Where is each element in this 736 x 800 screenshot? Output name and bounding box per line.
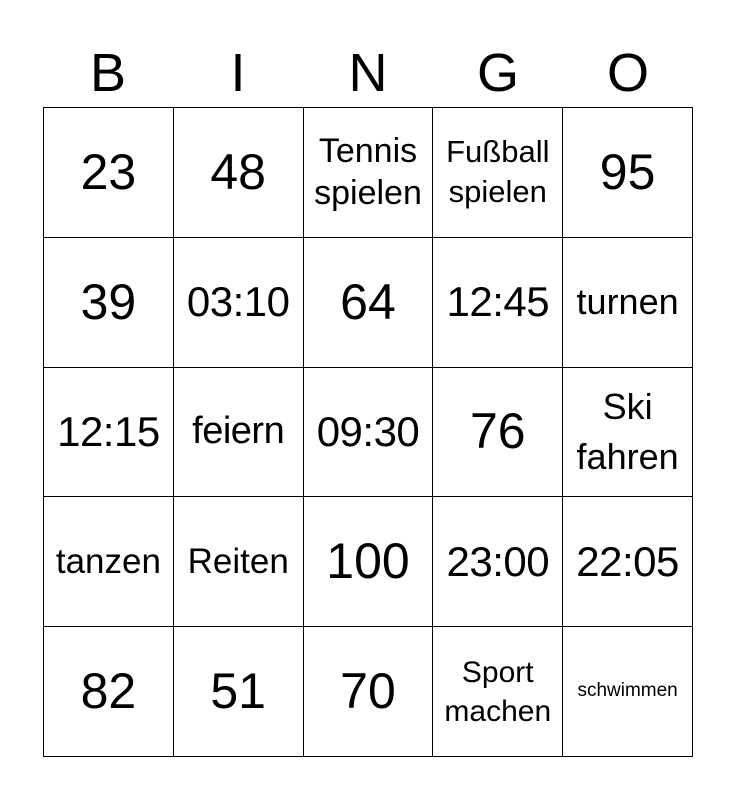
cell-text: 70 xyxy=(340,663,396,720)
bingo-cell[interactable] xyxy=(304,238,434,368)
bingo-cell[interactable] xyxy=(44,368,174,498)
cell-text: 12:15 xyxy=(57,407,160,455)
bingo-cell[interactable] xyxy=(433,108,563,238)
bingo-header xyxy=(43,38,693,108)
cell-text: Reiten xyxy=(187,541,289,581)
bingo-cell[interactable] xyxy=(44,627,174,757)
cell-text: turnen xyxy=(576,281,679,323)
bingo-cell[interactable] xyxy=(433,368,563,498)
header-letter-n: N xyxy=(348,43,388,103)
bingo-cell[interactable] xyxy=(563,627,693,757)
cell-text: Tennis spielen xyxy=(314,131,422,213)
cell-text: tanzen xyxy=(55,541,161,581)
bingo-cell[interactable] xyxy=(304,108,434,238)
cell-text: 09:30 xyxy=(316,407,420,455)
header-letter-o: O xyxy=(606,43,649,103)
cell-text: Fußball spielen xyxy=(446,134,550,210)
bingo-cell[interactable] xyxy=(433,627,563,757)
cell-text: feiern xyxy=(192,410,285,453)
bingo-cell[interactable] xyxy=(563,497,693,627)
bingo-cell[interactable] xyxy=(174,627,304,757)
bingo-cell[interactable] xyxy=(44,497,174,627)
cell-text: 39 xyxy=(80,273,137,330)
bingo-cell[interactable] xyxy=(563,368,693,498)
bingo-cell[interactable] xyxy=(433,497,563,627)
bingo-grid xyxy=(43,107,693,757)
cell-text: Ski fahren xyxy=(576,385,679,477)
bingo-cell[interactable] xyxy=(174,368,304,498)
header-letter-g: G xyxy=(476,43,519,103)
header-letter-i: I xyxy=(230,43,246,103)
bingo-cell[interactable] xyxy=(44,238,174,368)
cell-text: 23 xyxy=(80,143,137,200)
bingo-cell[interactable] xyxy=(563,238,693,368)
cell-text: 51 xyxy=(210,663,266,720)
cell-text: 76 xyxy=(469,403,526,460)
cell-text: 100 xyxy=(326,533,410,590)
bingo-cell[interactable] xyxy=(304,368,434,498)
cell-text: 95 xyxy=(599,143,656,200)
bingo-cell[interactable] xyxy=(174,497,304,627)
bingo-cell[interactable] xyxy=(44,108,174,238)
cell-text: 82 xyxy=(80,663,137,720)
bingo-cell[interactable] xyxy=(563,108,693,238)
cell-text: 64 xyxy=(340,273,396,330)
cell-text: 23:00 xyxy=(446,537,550,585)
cell-text: 12:45 xyxy=(446,278,550,326)
bingo-cell[interactable] xyxy=(174,238,304,368)
cell-text: 22:05 xyxy=(576,537,679,585)
cell-text: schwimmen xyxy=(577,680,678,702)
cell-text: 48 xyxy=(210,143,266,200)
cell-text: Sport machen xyxy=(444,655,552,728)
bingo-cell[interactable] xyxy=(433,238,563,368)
cell-text: 03:10 xyxy=(186,278,290,326)
bingo-cell[interactable] xyxy=(174,108,304,238)
bingo-cell[interactable] xyxy=(304,627,434,757)
bingo-cell[interactable] xyxy=(304,497,434,627)
header-letter-b: B xyxy=(89,43,127,103)
